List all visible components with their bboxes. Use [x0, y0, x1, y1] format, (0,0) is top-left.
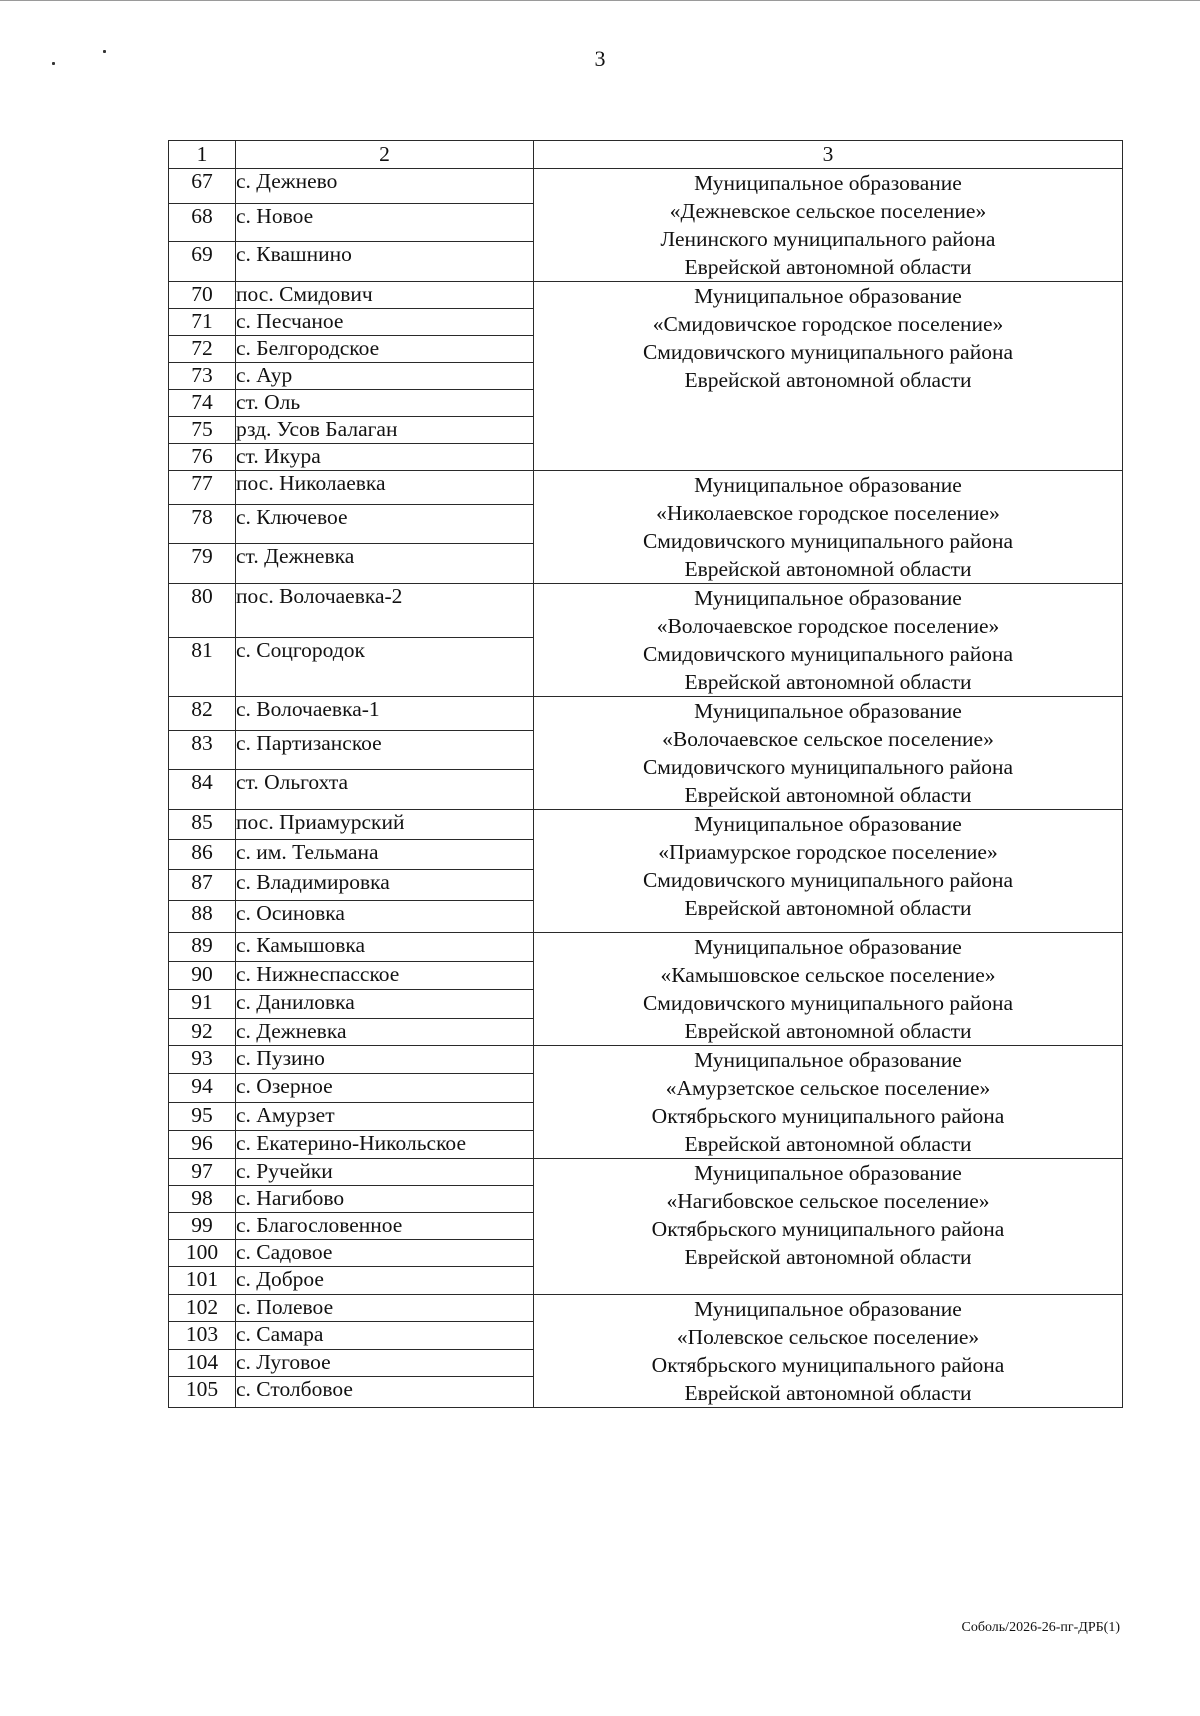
row-number: 72 — [169, 336, 236, 363]
municipality-line: Смидовичского муниципального района — [642, 868, 1014, 892]
municipality-line: «Амурзетское сельское поселение» — [665, 1076, 991, 1100]
municipality-line: «Волочаевское городское поселение» — [656, 614, 1000, 638]
municipality-cell — [534, 471, 1123, 584]
municipality-line: Октябрьского муниципального района — [651, 1353, 1005, 1377]
row-number: 100 — [169, 1240, 236, 1267]
municipality-line: Октябрьского муниципального района — [651, 1217, 1005, 1241]
row-number: 81 — [169, 638, 236, 697]
municipality-cell — [534, 933, 1123, 1046]
municipality-cell — [534, 282, 1123, 471]
municipality-line: Еврейской автономной области — [684, 896, 972, 920]
settlement-name: ст. Дежневка — [236, 544, 534, 584]
settlement-name: пос. Волочаевка-2 — [236, 584, 534, 638]
municipality-line: Еврейской автономной области — [684, 1132, 972, 1156]
settlement-name: с. Новое — [236, 203, 534, 241]
settlement-name: с. Соцгородок — [236, 638, 534, 697]
municipality-line: Еврейской автономной области — [684, 783, 972, 807]
municipality-line: Муниципальное образование — [694, 1048, 962, 1072]
row-number: 103 — [169, 1322, 236, 1349]
municipality-line: Еврейской автономной области — [684, 368, 972, 392]
municipality-line: «Николаевское городское поселение» — [656, 501, 1000, 525]
municipality-line: Муниципальное образование — [694, 171, 962, 195]
settlement-name: с. Белгородское — [236, 336, 534, 363]
municipality-line: Смидовичского муниципального района — [642, 529, 1014, 553]
settlement-name: пос. Смидович — [236, 282, 534, 309]
row-number: 82 — [169, 697, 236, 731]
column-header-number: 1 — [169, 141, 236, 169]
row-number: 91 — [169, 990, 236, 1019]
row-number: 102 — [169, 1295, 236, 1322]
table-row — [169, 1046, 1123, 1074]
municipality-line: Смидовичского муниципального района — [642, 991, 1014, 1015]
row-number: 71 — [169, 309, 236, 336]
settlement-name: с. Нагибово — [236, 1186, 534, 1213]
settlement-name: с. Пузино — [236, 1046, 534, 1074]
row-number: 87 — [169, 870, 236, 901]
settlement-name: с. Доброе — [236, 1267, 534, 1295]
municipality-cell — [534, 1046, 1123, 1159]
settlement-name: с. Песчаное — [236, 309, 534, 336]
municipality-line: «Камышовское сельское поселение» — [660, 963, 996, 987]
settlement-name: с. Амурзет — [236, 1102, 534, 1130]
municipality-line: «Нагибовское сельское поселение» — [666, 1189, 990, 1213]
row-number: 86 — [169, 840, 236, 870]
municipality-line: Муниципальное образование — [694, 284, 962, 308]
municipality-line: Еврейской автономной области — [684, 557, 972, 581]
row-number: 69 — [169, 242, 236, 282]
table-row — [169, 584, 1123, 638]
settlement-name: с. Полевое — [236, 1295, 534, 1322]
settlement-name: рзд. Усов Балаган — [236, 417, 534, 444]
column-header-municipality: 3 — [534, 141, 1123, 169]
row-number: 68 — [169, 203, 236, 241]
settlement-name: с. Даниловка — [236, 990, 534, 1019]
settlement-name: с. им. Тельмана — [236, 840, 534, 870]
municipality-line: Ленинского муниципального района — [660, 227, 996, 251]
municipality-line: Еврейской автономной области — [684, 255, 972, 279]
table-row — [169, 697, 1123, 731]
row-number: 90 — [169, 961, 236, 990]
column-header-settlement: 2 — [236, 141, 534, 169]
page-number: 3 — [594, 46, 606, 71]
municipality-line: Еврейской автономной области — [684, 670, 972, 694]
municipality-line: Муниципальное образование — [694, 935, 962, 959]
settlement-name: с. Ключевое — [236, 505, 534, 544]
municipality-line: «Приамурское городское поселение» — [658, 840, 998, 864]
settlement-name: с. Аур — [236, 363, 534, 390]
municipality-cell — [534, 810, 1123, 933]
municipality-line: «Полевское сельское поселение» — [676, 1325, 980, 1349]
row-number: 96 — [169, 1130, 236, 1158]
municipality-line: Еврейской автономной области — [684, 1245, 972, 1269]
table-body — [169, 169, 1123, 1408]
row-number: 78 — [169, 505, 236, 544]
row-number: 99 — [169, 1213, 236, 1240]
row-number: 94 — [169, 1074, 236, 1102]
row-number: 75 — [169, 417, 236, 444]
settlement-name: с. Осиновка — [236, 901, 534, 933]
table-row — [169, 169, 1123, 204]
table-row — [169, 933, 1123, 962]
row-number: 80 — [169, 584, 236, 638]
settlement-name: с. Озерное — [236, 1074, 534, 1102]
municipality-cell — [534, 169, 1123, 282]
municipality-line: Муниципальное образование — [694, 699, 962, 723]
document-code: Соболь/2026-26-пг-ДРБ(1) — [961, 1620, 1120, 1635]
settlement-name: с. Нижнеспасское — [236, 961, 534, 990]
row-number: 83 — [169, 731, 236, 770]
settlement-name: с. Луговое — [236, 1349, 534, 1376]
row-number: 101 — [169, 1267, 236, 1295]
municipality-line: Еврейской автономной области — [684, 1381, 972, 1405]
row-number: 92 — [169, 1018, 236, 1046]
settlement-name: с. Дежневка — [236, 1018, 534, 1046]
row-number: 79 — [169, 544, 236, 584]
settlement-name: ст. Ольгохта — [236, 770, 534, 810]
row-number: 84 — [169, 770, 236, 810]
settlement-name: пос. Приамурский — [236, 810, 534, 840]
table-row — [169, 1295, 1123, 1322]
row-number: 70 — [169, 282, 236, 309]
municipality-cell — [534, 1295, 1123, 1408]
settlement-name: с. Столбовое — [236, 1377, 534, 1408]
settlement-name: с. Камышовка — [236, 933, 534, 962]
municipality-line: «Волочаевское сельское поселение» — [662, 727, 994, 751]
settlement-name: с. Самара — [236, 1322, 534, 1349]
municipality-line: Октябрьского муниципального района — [651, 1104, 1005, 1128]
settlements-table — [168, 140, 1123, 1408]
settlement-name: ст. Оль — [236, 390, 534, 417]
row-number: 88 — [169, 901, 236, 933]
municipality-cell — [534, 1159, 1123, 1295]
row-number: 77 — [169, 471, 236, 505]
municipality-line: Еврейской автономной области — [684, 1019, 972, 1043]
settlement-name: с. Партизанское — [236, 731, 534, 770]
settlement-name: с. Благословенное — [236, 1213, 534, 1240]
row-number: 95 — [169, 1102, 236, 1130]
row-number: 76 — [169, 444, 236, 471]
row-number: 85 — [169, 810, 236, 840]
row-number: 105 — [169, 1377, 236, 1408]
settlement-name: с. Владимировка — [236, 870, 534, 901]
municipality-line: Муниципальное образование — [694, 1161, 962, 1185]
settlement-name: с. Дежнево — [236, 169, 534, 204]
settlement-name: с. Садовое — [236, 1240, 534, 1267]
row-number: 73 — [169, 363, 236, 390]
table-row — [169, 1159, 1123, 1186]
municipality-line: Муниципальное образование — [694, 586, 962, 610]
settlement-name: с. Квашнино — [236, 242, 534, 282]
table-row — [169, 810, 1123, 840]
settlement-name: с. Волочаевка-1 — [236, 697, 534, 731]
municipality-line: «Дежневское сельское поселение» — [669, 199, 987, 223]
municipality-cell — [534, 697, 1123, 810]
table-header-row — [169, 141, 1123, 169]
municipality-line: Смидовичского муниципального района — [642, 340, 1014, 364]
scan-top-edge — [0, 0, 1200, 1]
row-number: 67 — [169, 169, 236, 204]
municipality-line: Смидовичского муниципального района — [642, 642, 1014, 666]
municipality-line: Смидовичского муниципального района — [642, 755, 1014, 779]
row-number: 89 — [169, 933, 236, 962]
municipality-line: Муниципальное образование — [694, 1297, 962, 1321]
row-number: 98 — [169, 1186, 236, 1213]
table-row — [169, 471, 1123, 505]
settlement-name: с. Екатерино-Никольское — [236, 1130, 534, 1158]
row-number: 97 — [169, 1159, 236, 1186]
row-number: 74 — [169, 390, 236, 417]
table-row — [169, 282, 1123, 309]
row-number: 104 — [169, 1349, 236, 1376]
settlement-name: с. Ручейки — [236, 1159, 534, 1186]
row-number: 93 — [169, 1046, 236, 1074]
municipality-line: Муниципальное образование — [694, 812, 962, 836]
municipality-line: «Смидовичское городское поселение» — [652, 312, 1004, 336]
settlement-name: пос. Николаевка — [236, 471, 534, 505]
municipality-cell — [534, 584, 1123, 697]
municipality-line: Муниципальное образование — [694, 473, 962, 497]
settlement-name: ст. Икура — [236, 444, 534, 471]
